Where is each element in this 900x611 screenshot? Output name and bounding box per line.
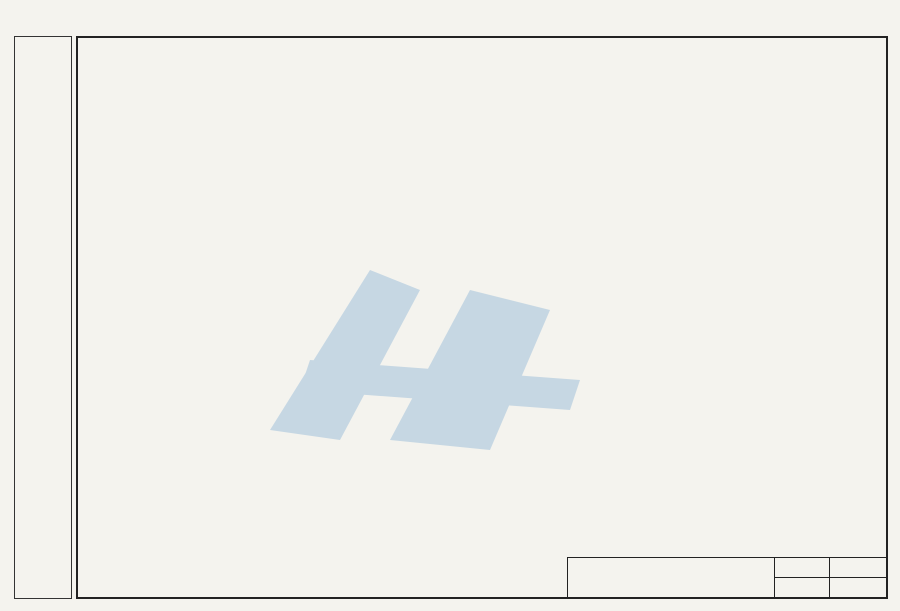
title-block — [567, 557, 888, 599]
page-number-value — [830, 578, 887, 598]
drawing-title — [568, 558, 775, 598]
atlas-number-label — [775, 558, 830, 578]
approval-strip — [14, 36, 72, 599]
watermark-logo-icon — [250, 230, 610, 490]
page-number-label — [775, 578, 830, 598]
atlas-number-value — [830, 558, 887, 578]
